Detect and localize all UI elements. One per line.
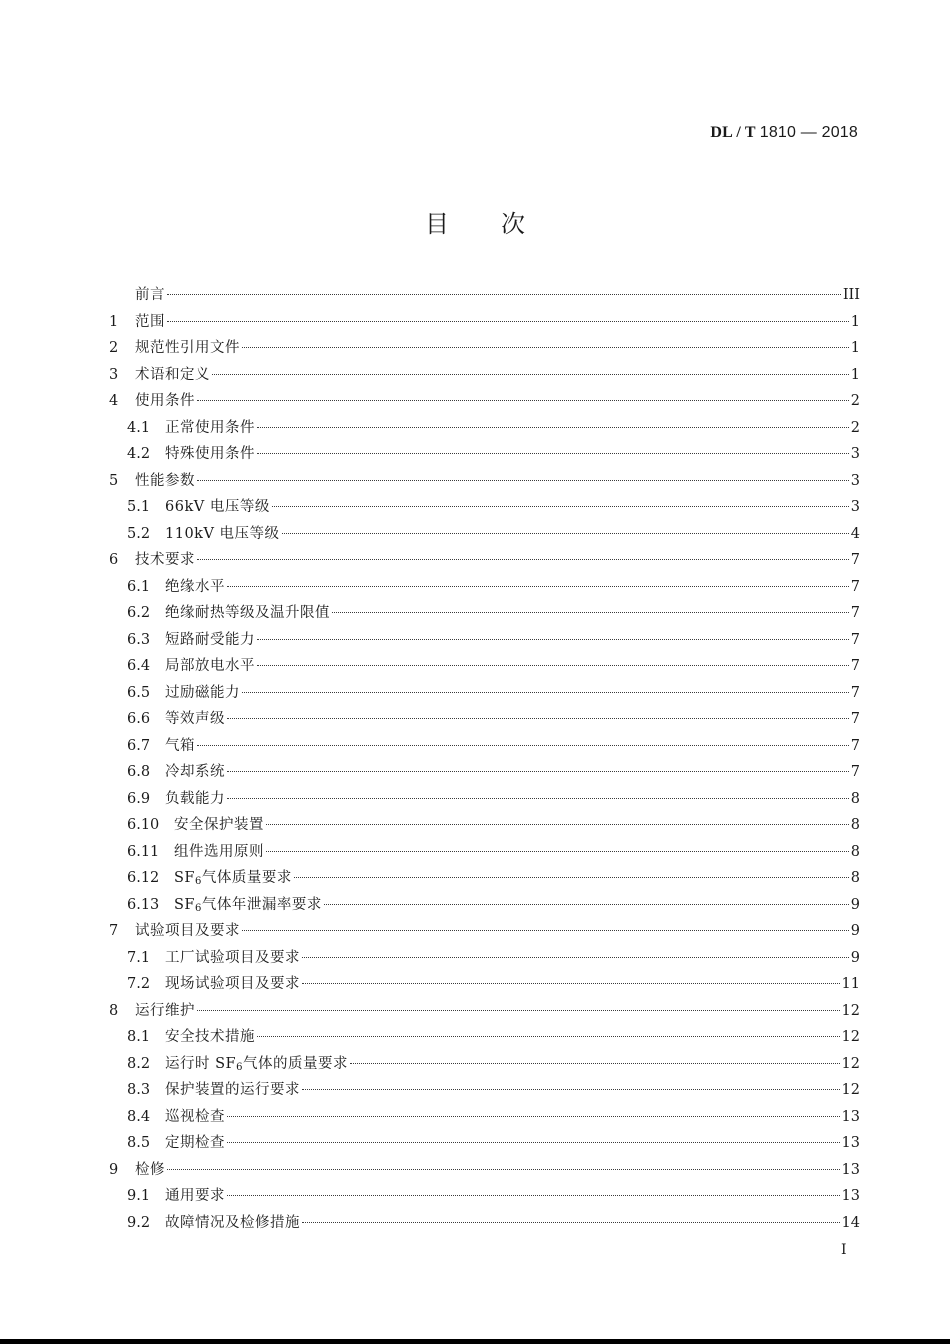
toc-entry[interactable] [109, 521, 860, 548]
toc-dot-leader [167, 1169, 840, 1170]
toc-dot-leader [227, 798, 849, 799]
toc-dot-leader [212, 374, 849, 375]
toc-entry-title-part: SF [174, 896, 195, 913]
toc-entry-title: 范围 [135, 313, 165, 330]
toc-entry-page: 9 [850, 896, 860, 913]
toc-entry-page: 7 [850, 711, 860, 727]
toc-entry-title: 66kV 电压等级 [165, 499, 270, 515]
toc-entry-title-subscript: 6 [195, 902, 202, 914]
toc-entry-page: 12 [841, 1082, 860, 1098]
toc-entry-number: 6.7 [127, 737, 151, 754]
toc-entry-page: 2 [850, 393, 860, 409]
toc-entry-page: 7 [850, 552, 860, 568]
toc-dot-leader [257, 639, 849, 640]
toc-entry-page: 12 [841, 1029, 860, 1045]
toc-entry-title: 安全技术措施 [165, 1029, 255, 1045]
toc-entry[interactable] [109, 282, 860, 309]
toc-entry[interactable] [109, 918, 860, 945]
toc-entry-title: 绝缘耐热等级及温升限值 [165, 605, 330, 621]
toc-entry-page: 13 [841, 1108, 860, 1125]
toc-entry-number: 6 [109, 552, 119, 568]
toc-entry-title-part: SF [174, 870, 195, 886]
toc-entry-page: 1 [850, 313, 860, 330]
toc-entry-page: 2 [850, 419, 860, 436]
toc-entry[interactable] [109, 388, 860, 415]
toc-entry-number: 5 [109, 472, 119, 489]
toc-entry-number: 8.2 [127, 1055, 151, 1072]
toc-entry[interactable] [109, 468, 860, 495]
toc-dot-leader [266, 824, 849, 825]
toc-entry[interactable] [109, 680, 860, 707]
toc-entry[interactable] [109, 998, 860, 1025]
toc-entry-title: 巡视检查 [165, 1108, 225, 1125]
toc-entry-title: 术语和定义 [135, 366, 210, 383]
toc-dot-leader [257, 427, 849, 428]
toc-entry-title: 过励磁能力 [165, 684, 240, 701]
toc-entry-number: 6.10 [127, 817, 160, 833]
toc-entry-number: 6.2 [127, 605, 151, 621]
toc-entry[interactable] [109, 812, 860, 839]
toc-entry-number: 8.1 [127, 1029, 151, 1045]
toc-dot-leader [197, 400, 849, 401]
toc-entry-page: 13 [841, 1135, 860, 1151]
toc-dot-leader [350, 1063, 840, 1064]
toc-entry-number: 6.6 [127, 711, 151, 727]
toc-dot-leader [272, 506, 849, 507]
toc-entry[interactable] [109, 839, 860, 866]
toc-entry-page: 9 [850, 923, 860, 939]
toc-entry-number: 6.4 [127, 658, 151, 674]
toc-entry-title: 使用条件 [135, 393, 195, 409]
toc-entry-title: 保护装置的运行要求 [165, 1082, 300, 1098]
toc-entry-title: 现场试验项目及要求 [165, 976, 300, 992]
toc-entry-page: 3 [850, 446, 860, 462]
toc-entry[interactable] [109, 706, 860, 733]
toc-entry[interactable] [109, 759, 860, 786]
toc-entry-title-part: 气体的质量要求 [242, 1055, 348, 1072]
toc-entry-page: 1 [850, 366, 860, 383]
toc-entry[interactable] [109, 865, 860, 892]
toc-entry-number: 4.2 [127, 446, 151, 462]
toc-entry-title: 110kV 电压等级 [165, 525, 280, 542]
toc-entry-title: 等效声级 [165, 711, 225, 727]
toc-entry-title: 技术要求 [135, 552, 195, 568]
toc-dot-leader [302, 957, 849, 958]
toc-dot-leader [324, 904, 849, 905]
toc-entry[interactable] [109, 733, 860, 760]
toc-entry-number: 4.1 [127, 419, 151, 436]
toc-entry-page: 13 [841, 1161, 860, 1178]
toc-entry[interactable] [109, 1130, 860, 1157]
toc-dot-leader [167, 321, 849, 322]
toc-dot-leader [242, 347, 849, 348]
toc-entry-title: 正常使用条件 [165, 419, 255, 436]
toc-entry-title-subscript: 6 [236, 1061, 243, 1073]
toc-entry-number: 7.1 [127, 949, 151, 966]
toc-dot-leader [197, 1010, 840, 1011]
toc-entry[interactable] [109, 1104, 860, 1131]
toc-dot-leader [242, 930, 849, 931]
toc-entry-page: 13 [841, 1188, 860, 1204]
toc-entry-title: 规范性引用文件 [135, 340, 240, 356]
toc-dot-leader [257, 665, 849, 666]
toc-entry[interactable] [109, 1157, 860, 1184]
toc-entry-title-subscript: 6 [195, 876, 202, 887]
toc-entry-number: 6.8 [127, 764, 151, 780]
toc-dot-leader [197, 745, 849, 746]
toc-entry-title: 绝缘水平 [165, 578, 225, 595]
toc-entry-page: 8 [850, 843, 860, 860]
toc-entry-number: 3 [109, 366, 119, 383]
toc-dot-leader [242, 692, 849, 693]
toc-entry-title: 组件选用原则 [174, 843, 264, 860]
toc-entry-title [174, 865, 292, 892]
toc-entry[interactable] [109, 653, 860, 680]
toc-entry-title-part: 气体年泄漏率要求 [201, 896, 322, 913]
toc-entry-title: 故障情况及检修措施 [165, 1214, 300, 1231]
toc-entry-number: 6.12 [127, 870, 160, 886]
toc-dot-leader [227, 586, 849, 587]
toc-dot-leader [257, 453, 849, 454]
toc-entry-number: 8.5 [127, 1135, 151, 1151]
toc-entry[interactable] [109, 786, 860, 813]
toc-entry[interactable] [109, 1210, 860, 1237]
toc-entry-page: 3 [850, 499, 860, 515]
toc-dot-leader [302, 1222, 840, 1223]
toc-entry-page: III [842, 287, 860, 303]
toc-entry-page: 9 [850, 949, 860, 966]
toc-entry-page: 8 [850, 817, 860, 833]
toc-dot-leader [227, 1116, 840, 1117]
toc-entry-number: 4 [109, 393, 119, 409]
toc-entry-page: 11 [841, 976, 860, 992]
toc-entry-title: 冷却系统 [165, 764, 225, 780]
toc-entry[interactable] [109, 892, 860, 919]
toc-entry-title [174, 892, 322, 919]
toc-entry[interactable] [109, 309, 860, 336]
toc-entry[interactable] [109, 1024, 860, 1051]
toc-entry-page: 7 [850, 631, 860, 648]
toc-dot-leader [197, 559, 849, 560]
toc-entry-number: 6.11 [127, 843, 160, 860]
toc-entry-title: 特殊使用条件 [165, 446, 255, 462]
toc-dot-leader [257, 1036, 840, 1037]
standard-code-prefix: DL / T [710, 124, 760, 141]
toc-entry-page: 1 [850, 340, 860, 356]
toc-entry[interactable] [109, 441, 860, 468]
toc-entry-page: 7 [850, 658, 860, 674]
toc-entry-title: 运行维护 [135, 1002, 195, 1019]
toc-entry[interactable] [109, 627, 860, 654]
table-of-contents [109, 282, 860, 1236]
toc-dot-leader [302, 983, 840, 984]
toc-entry-page: 7 [850, 578, 860, 595]
toc-entry[interactable] [109, 547, 860, 574]
toc-entry[interactable] [109, 574, 860, 601]
toc-dot-leader [227, 1142, 840, 1143]
toc-entry-number: 1 [109, 313, 119, 330]
toc-entry[interactable] [109, 971, 860, 998]
toc-entry-page: 8 [850, 790, 860, 807]
bottom-border-bar [0, 1339, 950, 1344]
toc-entry-page: 4 [850, 525, 860, 542]
toc-entry-number: 5.1 [127, 499, 151, 515]
toc-dot-leader [332, 612, 849, 613]
toc-entry-title: 检修 [135, 1161, 165, 1178]
toc-dot-leader [294, 877, 849, 878]
toc-dot-leader [197, 480, 849, 481]
toc-entry-number: 8.4 [127, 1108, 151, 1125]
toc-entry[interactable] [109, 415, 860, 442]
toc-entry-number: 7 [109, 923, 119, 939]
toc-entry-number: 6.9 [127, 790, 151, 807]
standard-code-number: 1810 — 2018 [759, 124, 858, 141]
toc-entry[interactable] [109, 1077, 860, 1104]
toc-entry[interactable] [109, 1051, 860, 1078]
toc-dot-leader [266, 851, 849, 852]
toc-entry-title: 负载能力 [165, 790, 225, 807]
toc-entry-title: 工厂试验项目及要求 [165, 949, 300, 966]
toc-entry-number: 7.2 [127, 976, 151, 992]
toc-entry-page: 14 [841, 1214, 860, 1231]
page-title: 目次 [425, 210, 577, 238]
toc-entry-number: 9.2 [127, 1214, 151, 1231]
toc-entry-title: 安全保护装置 [174, 817, 264, 833]
toc-entry[interactable] [109, 600, 860, 627]
toc-entry-number: 6.13 [127, 896, 160, 913]
toc-entry-title-part: 运行时 SF [165, 1055, 237, 1072]
toc-entry-title: 短路耐受能力 [165, 631, 255, 648]
toc-entry-title: 性能参数 [135, 472, 195, 489]
toc-entry-page: 7 [850, 737, 860, 754]
toc-entry[interactable] [109, 362, 860, 389]
toc-dot-leader [302, 1089, 840, 1090]
toc-entry-page: 3 [850, 472, 860, 489]
toc-dot-leader [227, 1195, 840, 1196]
toc-entry[interactable] [109, 945, 860, 972]
toc-entry-number: 8.3 [127, 1082, 151, 1098]
toc-entry-page: 8 [850, 870, 860, 886]
toc-entry-number: 6.5 [127, 684, 151, 701]
toc-entry-title: 试验项目及要求 [135, 923, 240, 939]
toc-entry-number: 6.1 [127, 578, 151, 595]
toc-entry-title: 局部放电水平 [165, 658, 255, 674]
toc-entry-number: 9.1 [127, 1188, 151, 1204]
toc-entry-number: 2 [109, 340, 119, 356]
toc-entry-number: 5.2 [127, 525, 151, 542]
toc-dot-leader [227, 771, 849, 772]
toc-entry-number: 9 [109, 1161, 119, 1178]
toc-entry-title: 前言 [135, 287, 165, 303]
toc-entry-page: 12 [841, 1002, 860, 1019]
toc-entry-title-part: 气体质量要求 [201, 870, 292, 886]
toc-entry-page: 7 [850, 605, 860, 621]
toc-dot-leader [167, 294, 841, 295]
toc-dot-leader [282, 533, 849, 534]
toc-entry-title: 气箱 [165, 737, 195, 754]
toc-entry-title: 通用要求 [165, 1188, 225, 1204]
toc-entry-page: 7 [850, 684, 860, 701]
page-number: I [841, 1242, 847, 1258]
toc-entry-page: 12 [841, 1055, 860, 1072]
toc-entry-title [165, 1051, 348, 1078]
toc-dot-leader [227, 718, 849, 719]
toc-entry-number: 6.3 [127, 631, 151, 648]
toc-entry[interactable] [109, 335, 860, 362]
toc-entry-page: 7 [850, 764, 860, 780]
toc-entry-title: 定期检查 [165, 1135, 225, 1151]
toc-entry[interactable] [109, 494, 860, 521]
toc-entry-number: 8 [109, 1002, 119, 1019]
standard-code [710, 124, 858, 142]
toc-entry[interactable] [109, 1183, 860, 1210]
